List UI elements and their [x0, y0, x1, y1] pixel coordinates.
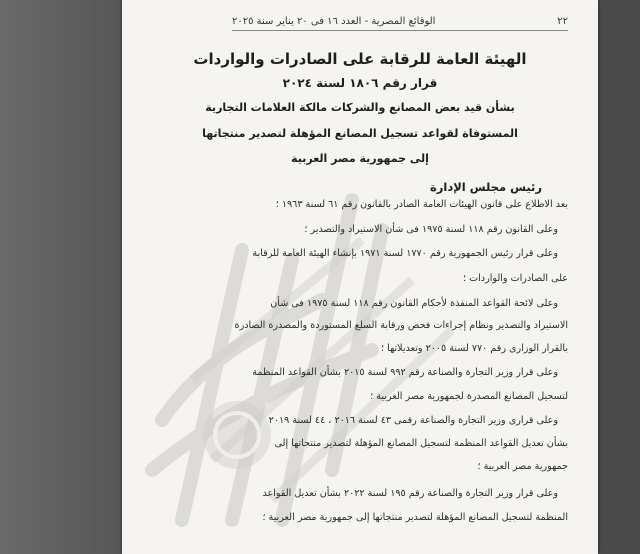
document-page [122, 0, 598, 554]
body-line: وعلى قرار وزير التجارة والصناعة رقم ١٩٥ لسنة ٢٠٢٢ بشأن تعديل القواعد [262, 488, 558, 499]
page-header [232, 12, 568, 30]
body-line: بشأن تعديل القواعد المنظمة لتسجيل المصانع المؤهلة لتصدير منتجاتها إلى [274, 438, 568, 449]
body-line: وعلى قرار رئيس الجمهورية رقم ١٧٧٠ لسنة ١٩٧١ بإنشاء الهيئة العامة للرقابة [252, 248, 558, 259]
body-line: بعد الاطلاع على قانون الهيئات العامة الصادر بالقانون رقم ٦١ لسنة ١٩٦٣ ؛ [275, 199, 568, 210]
viewer-background-right [598, 0, 640, 554]
document-content [122, 0, 598, 554]
subject-line: المستوفاة لقواعد تسجيل المصانع المؤهلة لتصدير منتجاتها [202, 127, 518, 140]
issuer-title: رئيس مجلس الإدارة [429, 180, 542, 194]
body-line: جمهورية مصر العربية ؛ [477, 461, 568, 472]
body-line: المنظمة لتسجيل المصانع المؤهلة لتصدير منتجاتها إلى جمهورية مصر العربية ؛ [262, 512, 568, 523]
body-line: وعلى لائحة القواعد المنفذة لأحكام القانون رقم ١١٨ لسنة ١٩٧٥ فى شأن [270, 298, 558, 309]
viewer-background-left [0, 0, 122, 554]
page-number: ٢٢ [557, 15, 568, 27]
body-line: على الصادرات والواردات ؛ [463, 273, 568, 284]
body-line: وعلى قرار وزير التجارة والصناعة رقم ٩٩٢ لسنة ٢٠١٥ بشأن القواعد المنظمة [252, 367, 558, 378]
body-line: وعلى قرارى وزير التجارة والصناعة رقمى ٤٣ لسنة ٢٠١٦ ، ٤٤ لسنة ٢٠١٩ [268, 415, 558, 426]
body-line: لتسجيل المصانع المصدرة لجمهورية مصر العربية ؛ [370, 391, 568, 402]
decree-number: قرار رقم ١٨٠٦ لسنة ٢٠٢٤ [282, 76, 438, 90]
body-line: الاستيراد والتصدير ونظام إجراءات فحص ورقابة السلع المستوردة والمصدرة الصادرة [234, 320, 568, 331]
subject-line: إلى جمهورية مصر العربية [291, 152, 429, 165]
authority-title: الهيئة العامة للرقابة على الصادرات والواردات [193, 50, 527, 68]
header-divider [232, 30, 568, 31]
subject-line: بشأن قيد بعض المصانع والشركات مالكة العلامات التجارية [205, 101, 515, 114]
body-line: بالقرار الوزارى رقم ٧٧٠ لسنة ٢٠٠٥ وتعديلاتها ؛ [381, 343, 568, 354]
body-line: وعلى القانون رقم ١١٨ لسنة ١٩٧٥ فى شأن الاستيراد والتصدير ؛ [304, 224, 558, 235]
gazette-title: الوقائع المصرية - العدد ١٦ فى ٢٠ يناير سنة ٢٠٢٥ [232, 15, 436, 27]
